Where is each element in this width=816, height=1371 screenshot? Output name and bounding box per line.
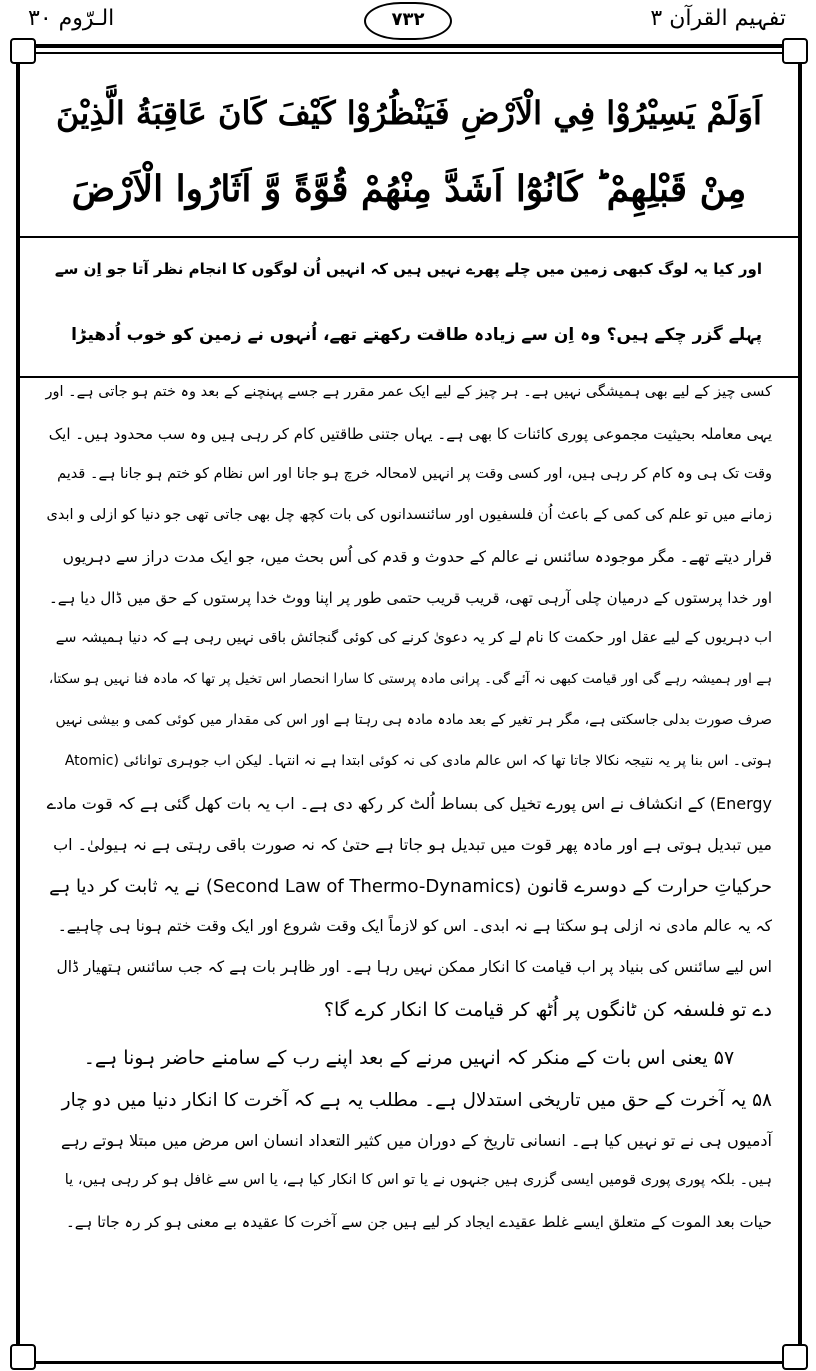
footnote-line: اس لیے سائنس کی بنیاد پر اب قیامت کا انکار ممکن نہیں رہا ہے۔ اور ظاہر بات ہے کہ جب سائنس ہتھیار ڈال (56, 958, 772, 976)
footnote-line: دے تو فلسفہ کن ٹانگوں پر اُٹھ کر قیامت کا انکار کرے گا؟ (323, 999, 772, 1021)
footnote-58-line: آدمیوں ہی نے تو نہیں کیا ہے۔ انسانی تاریخ کے دوران میں کثیر التعداد انسان اس مرض میں مبتلا ہوتے رہے (60, 1131, 772, 1150)
footnote-58-line: ہیں۔ بلکہ پوری پوری قومیں ایسی گزری ہیں جنہوں نے یا تو اس کا انکار کیا ہے، یا اس سے غافل ہو کر رہی ہیں، یا (64, 1172, 772, 1188)
corner-ornament (782, 38, 808, 64)
verse-divider (20, 236, 798, 238)
page-frame (16, 44, 802, 1364)
surah-reference: الـرّوم ۳۰ (28, 6, 115, 31)
footnote-line: زمانے میں تو علم کی کمی کے باعث اُن فلسفیوں اور سائنسدانوں کی بات کچھ چل بھی جاتی تھی جو دنیا کو ازلی و ابدی (46, 507, 772, 523)
footnote-58-line: ۵۸ یہ آخرت کے حق میں تاریخی استدلال ہے۔ مطلب یہ ہے کہ آخرت کا انکار دنیا میں دو چار (61, 1090, 772, 1111)
verse-line-1: اَوَلَمْ يَسِيْرُوْا فِي الْاَرْضِ فَيَنْظُرُوْا كَيْفَ كَانَ عَاقِبَةُ الَّذِيْنَ (56, 94, 762, 132)
book-title: تفہیم القرآن ۳ (650, 6, 786, 31)
footnote-line: حرکیاتِ حرارت کے دوسرے قانون (Second Law of Thermo-Dynamics) نے یہ ثابت کر دیا ہے (49, 876, 772, 897)
top-border-inner (26, 52, 792, 54)
page-number: ۷۳۲ (364, 2, 452, 40)
corner-ornament (782, 1344, 808, 1370)
footnote-line: میں تبدیل ہوتی ہے اور مادہ پھر قوت میں تبدیل ہو جاتا ہے حتیٰ کہ نہ صورت باقی رہتی ہے نہ ہیولیٰ۔ اب (53, 835, 772, 854)
translation-divider (20, 376, 798, 378)
footnote-line: قرار دیتے تھے۔ مگر موجودہ سائنس نے عالم کے حدوث و قدم کی اُس بحث میں، جو ایک مدت دراز سے دہریوں (62, 548, 772, 566)
footnote-line: صرف صورت بدلی جاسکتی ہے، مگر ہر تغیر کے بعد مادہ مادہ ہی رہتا ہے اور اس کی مقدار میں کوئی کمی و بیشی نہیں (55, 712, 772, 728)
footnote-line: ہوتی۔ اس بنا پر یہ نتیجہ نکالا جاتا تھا کہ اس عالم مادی کی نہ کوئی ابتدا ہے نہ انتہا۔ لیکن اب جوہری توانائی (Atomic (64, 753, 772, 769)
verse-line-2: مِنْ قَبْلِهِمْ ؕ كَانُوْٓا اَشَدَّ مِنْهُمْ قُوَّةً وَّ اَثَارُوا الْاَرْضَ (71, 168, 747, 210)
footnote-line: کہ یہ عالم مادی نہ ازلی ہو سکتا ہے نہ ابدی۔ اس کو لازماً ایک وقت شروع اور ایک وقت ختم ہونا ہی چاہیے۔ (57, 917, 772, 935)
footnote-57: ۵۷ یعنی اس بات کے منکر کہ انہیں مرنے کے بعد اپنے رب کے سامنے حاضر ہونا ہے۔ (83, 1047, 735, 1069)
bottom-border (26, 1361, 792, 1364)
footnote-line: وقت تک ہی وہ کام کر رہی ہیں، اور کسی وقت پر انہیں لامحالہ خرچ ہو جانا اور اس نظام کو ختم ہو جانا ہے۔ قدیم (57, 466, 772, 482)
corner-ornament (10, 1344, 36, 1370)
footnote-line: اب دہریوں کے لیے عقل اور حکمت کا نام لے کر یہ دعویٰ کرنے کی کوئی گنجائش باقی نہیں رہی ہے کہ دنیا ہمیشہ سے (55, 630, 772, 646)
footnote-line: اور خدا پرستوں کے درمیان چلی آرہی تھی، قریب قریب حتمی طور پر اپنا ووٹ خدا پرستوں کے حق میں ڈال دیا ہے۔ (48, 589, 772, 607)
footnote-line: ہے اور ہمیشہ رہے گی اور قیامت کبھی نہ آئے گی۔ پرانی مادہ پرستی کا سارا انحصار اس تخیل پر تھا کہ مادہ فنا نہیں ہو سکتا، (48, 671, 772, 687)
right-border (798, 54, 802, 1354)
footnote-58-line: حیات بعد الموت کے متعلق ایسے غلط عقیدے ایجاد کر لیے ہیں جن سے آخرت کا عقیدہ بے معنی ہو کر رہ جاتا ہے۔ (65, 1213, 772, 1231)
translation-line-2: پہلے گزر چکے ہیں؟ وہ اِن سے زیادہ طاقت رکھتے تھے، اُنہوں نے زمین کو خوب اُدھیڑا (71, 325, 762, 345)
footnote-line: یہی معاملہ بحیثیت مجموعی پوری کائنات کا بھی ہے۔ یہاں جتنی طاقتیں کام کر رہی ہیں وہ سب محدود ہیں۔ ایک (48, 425, 772, 443)
top-border (26, 44, 792, 48)
footnote-line: Energy) کے انکشاف نے اس پورے تخیل کی بساط اُلٹ کر رکھ دی ہے۔ اب یہ بات کھل گئی ہے کہ قوت مادے (46, 794, 772, 813)
translation-line-1: اور کیا یہ لوگ کبھی زمین میں چلے پھرے نہیں ہیں کہ انہیں اُن لوگوں کا انجام نظر آتا جو اِن سے (54, 260, 762, 278)
corner-ornament (10, 38, 36, 64)
footnote-line: کسی چیز کے لیے بھی ہمیشگی نہیں ہے۔ ہر چیز کے لیے ایک عمر مقرر ہے جسے پہنچنے کے بعد وہ ختم ہو جاتی ہے۔ اور (45, 384, 772, 400)
page-header (0, 0, 816, 40)
left-border (16, 54, 20, 1354)
